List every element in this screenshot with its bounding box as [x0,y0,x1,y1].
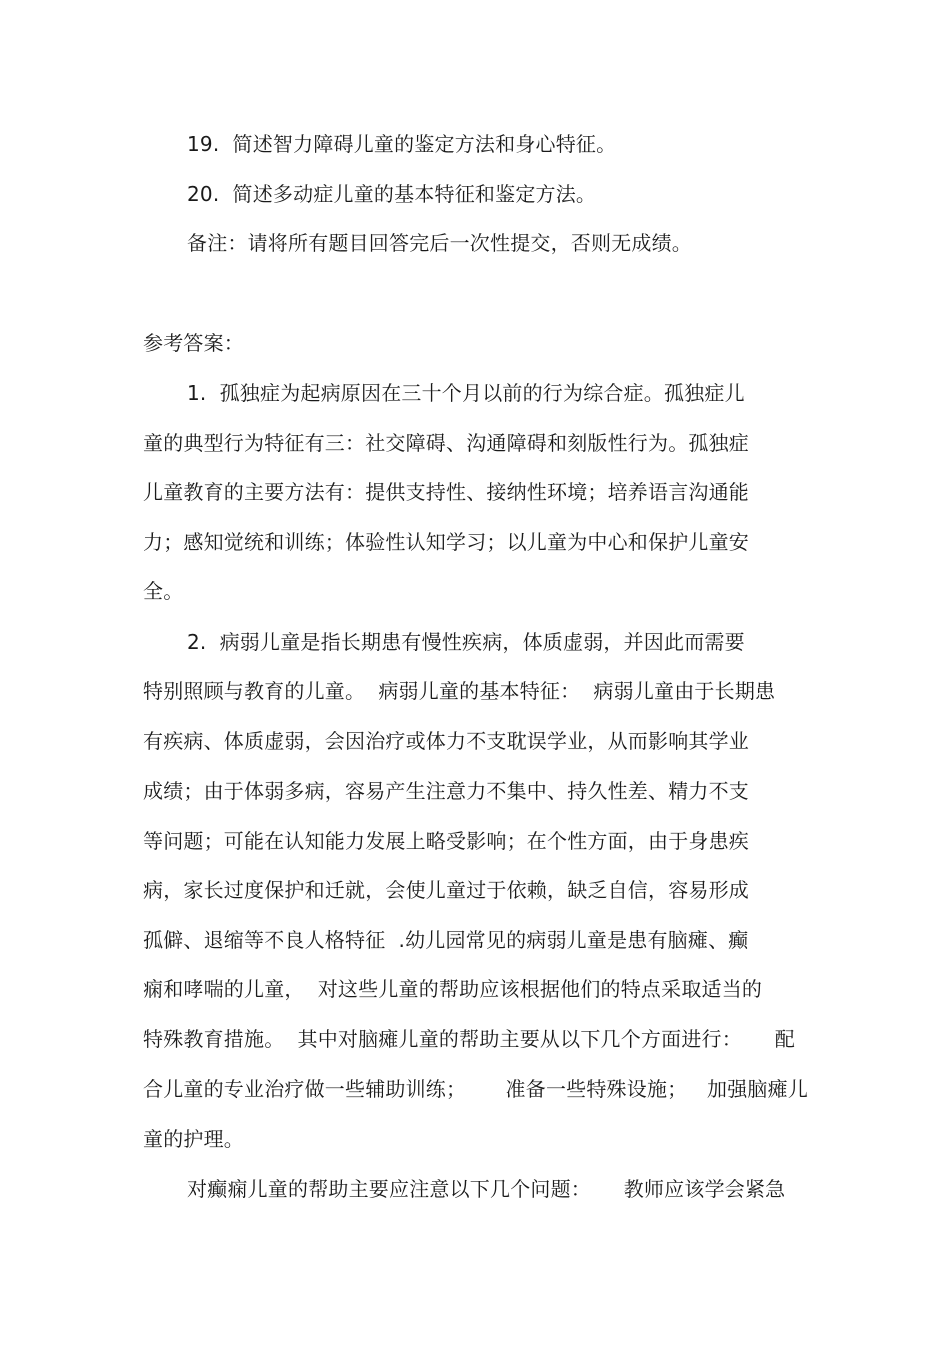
answer-2-line: 合儿童的专业治疗做一些辅助训练； 准备一些特殊设施； 加强脑瘫儿 [143,1077,809,1101]
answer-2-line: 童的护理。 [143,1127,244,1151]
submission-note: 备注：请将所有题目回答完后一次性提交，否则无成绩。 [187,231,692,255]
answer-2-line: 成绩；由于体弱多病，容易产生注意力不集中、持久性差、精力不支 [143,779,749,803]
answer-1-line: 全。 [143,579,184,603]
answer-2-line: 病，家长过度保护和迁就，会使儿童过于依赖，缺乏自信，容易形成 [143,878,749,902]
answer-1-line: 童的典型行为特征有三：社交障碍、沟通障碍和刻版性行为。孤独症 [143,431,749,455]
answer-1-line: 儿童教育的主要方法有：提供支持性、接纳性环境；培养语言沟通能 [143,480,749,504]
answer-2-line: 有疾病、体质虚弱，会因治疗或体力不支耽误学业，从而影响其学业 [143,729,749,753]
answer-1-line: 1. 孤独症为起病原因在三十个月以前的行为综合症。孤独症儿 [187,381,745,405]
answer-2-line: 痫和哮喘的儿童， 对这些儿童的帮助应该根据他们的特点采取适当的 [143,977,763,1001]
answer-2-line: 特别照顾与教育的儿童。 病弱儿童的基本特征： 病弱儿童由于长期患 [143,679,776,703]
answer-2-line: 特殊教育措施。 其中对脑瘫儿童的帮助主要从以下几个方面进行： 配 [143,1027,795,1051]
answer-1-line: 力；感知觉统和训练；体验性认知学习；以儿童为中心和保护儿童安 [143,530,749,554]
question-19: 19. 简述智力障碍儿童的鉴定方法和身心特征。 [187,132,617,156]
answer-2-line: 孤僻、退缩等不良人格特征 .幼儿园常见的病弱儿童是患有脑瘫、癫 [143,928,749,952]
answers-heading: 参考答案： [143,331,244,355]
question-20: 20. 简述多动症儿童的基本特征和鉴定方法。 [187,182,597,206]
answer-2-continuation: 对癫痫儿童的帮助主要应注意以下几个问题： 教师应该学会紧急 [187,1177,786,1201]
answer-2-line: 2. 病弱儿童是指长期患有慢性疾病，体质虚弱，并因此而需要 [187,630,745,654]
answer-2-line: 等问题；可能在认知能力发展上略受影响；在个性方面，由于身患疾 [143,829,749,853]
